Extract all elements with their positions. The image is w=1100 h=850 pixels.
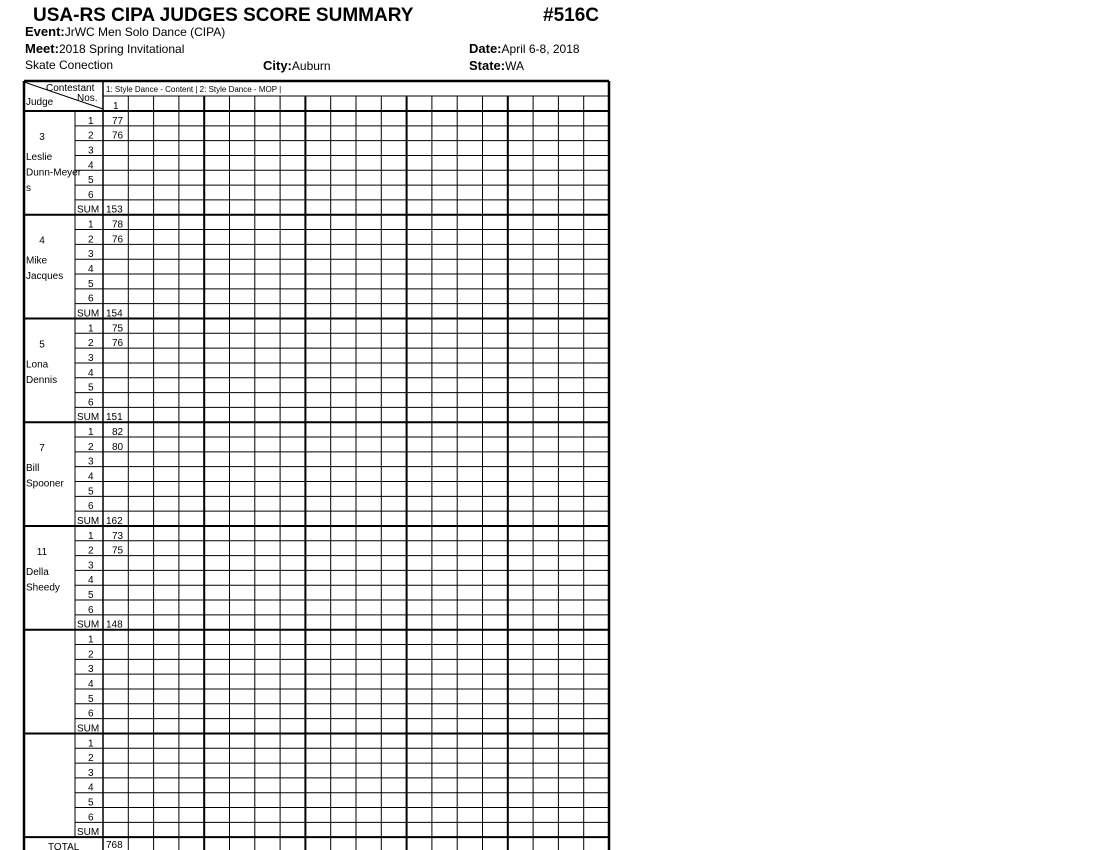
table-caption: 1: Style Dance - Content | 2: Style Dance - MOP | [106,85,282,94]
meet-value: 2018 Spring Invitational [58,42,185,56]
contestant-number: 1 [113,101,119,112]
row-number: 5 [88,590,94,602]
form-number: #516C [543,5,599,26]
row-number: 5 [88,797,94,809]
judge-name: Spooner [26,478,64,490]
row-number: 6 [88,501,94,513]
score-cell: 78 [112,219,124,231]
row-number: 4 [88,160,94,172]
judge-number: 11 [36,546,48,558]
row-number: 5 [88,382,94,394]
judge-name: Dunn-Meyer [26,167,82,179]
score-cell: 76 [112,130,124,142]
row-number: 3 [88,664,94,676]
total-label: TOTAL [48,842,80,850]
sum-label: SUM [77,619,100,631]
row-number: 1 [88,738,94,750]
judge-label: Judge [26,97,54,108]
meet-label: Meet: [25,41,59,56]
row-number: 2 [88,441,94,453]
row-number: 1 [88,634,94,646]
score-cell: 77 [112,115,124,127]
sum-label: SUM [77,204,100,216]
row-number: 3 [88,560,94,572]
score-cell: 75 [112,545,124,557]
score-cell: 76 [112,234,124,246]
row-number: 6 [88,293,94,305]
row-number: 5 [88,693,94,705]
sum-label: SUM [77,723,100,735]
judge-number: 5 [39,339,45,351]
sum-value: 154 [106,308,123,320]
row-number: 4 [88,471,94,483]
sum-value: 148 [106,619,123,631]
sum-value: 153 [106,204,123,216]
judge-name: Dennis [26,374,58,386]
row-number: 4 [88,575,94,587]
row-number: 1 [88,219,94,231]
state-label: State: [469,58,506,73]
judge-name: Bill [26,463,40,475]
row-number: 4 [88,678,94,690]
score-cell: 82 [112,427,124,439]
grid-lines [24,81,609,850]
sum-label: SUM [77,515,100,527]
judge-name: Lona [26,359,49,371]
row-number: 2 [88,130,94,142]
total-value: 768 [106,840,123,850]
score-cell: 73 [112,530,124,542]
sum-value: 151 [106,412,123,424]
row-number: 6 [88,397,94,409]
row-number: 3 [88,249,94,261]
club-name: Skate Conection [25,58,114,72]
row-number: 2 [88,234,94,246]
row-number: 5 [88,175,94,187]
sum-label: SUM [77,308,100,320]
row-number: 3 [88,145,94,157]
row-number: 4 [88,264,94,276]
row-number: 6 [88,189,94,201]
row-number: 1 [88,323,94,335]
row-number: 1 [88,530,94,542]
row-number: 2 [88,649,94,661]
judge-name: Sheedy [26,582,60,594]
judge-number: 3 [39,132,45,143]
row-number: 2 [88,338,94,350]
row-number: 5 [88,278,94,290]
judge-name: Mike [26,255,48,267]
sum-label: SUM [77,412,100,424]
contestant-label: Contestant [46,83,95,94]
row-number: 3 [88,767,94,779]
nos-label: Nos. [77,93,98,104]
judge-name: s [26,183,31,194]
judge-number: 7 [39,443,45,455]
state-value: WA [505,59,525,73]
judge-name: Jacques [26,271,64,283]
row-number: 1 [88,427,94,439]
judge-name: Della [26,566,49,578]
city-label: City: [263,58,292,73]
row-number: 3 [88,456,94,468]
row-number: 2 [88,545,94,557]
row-number: 4 [88,782,94,794]
row-number: 2 [88,753,94,765]
row-number: 6 [88,604,94,616]
city-value: Auburn [291,59,331,73]
event-label: Event: [25,24,65,39]
report-title: USA-RS CIPA JUDGES SCORE SUMMARY [33,5,414,26]
score-cell: 76 [112,338,124,350]
row-number: 4 [88,367,94,379]
score-cell: 80 [112,441,124,453]
row-number: 1 [88,115,94,127]
row-number: 6 [88,812,94,824]
score-cell: 75 [112,323,124,335]
row-number: 6 [88,708,94,720]
judge-number: 4 [39,235,45,247]
row-number: 3 [88,352,94,364]
sum-value: 162 [106,515,123,527]
sum-label: SUM [77,827,100,839]
event-value: JrWC Men Solo Dance (CIPA) [64,25,226,39]
date-label: Date: [469,41,502,56]
row-number: 5 [88,486,94,498]
date-value: April 6-8, 2018 [501,42,580,56]
judge-name: Leslie [26,152,53,163]
